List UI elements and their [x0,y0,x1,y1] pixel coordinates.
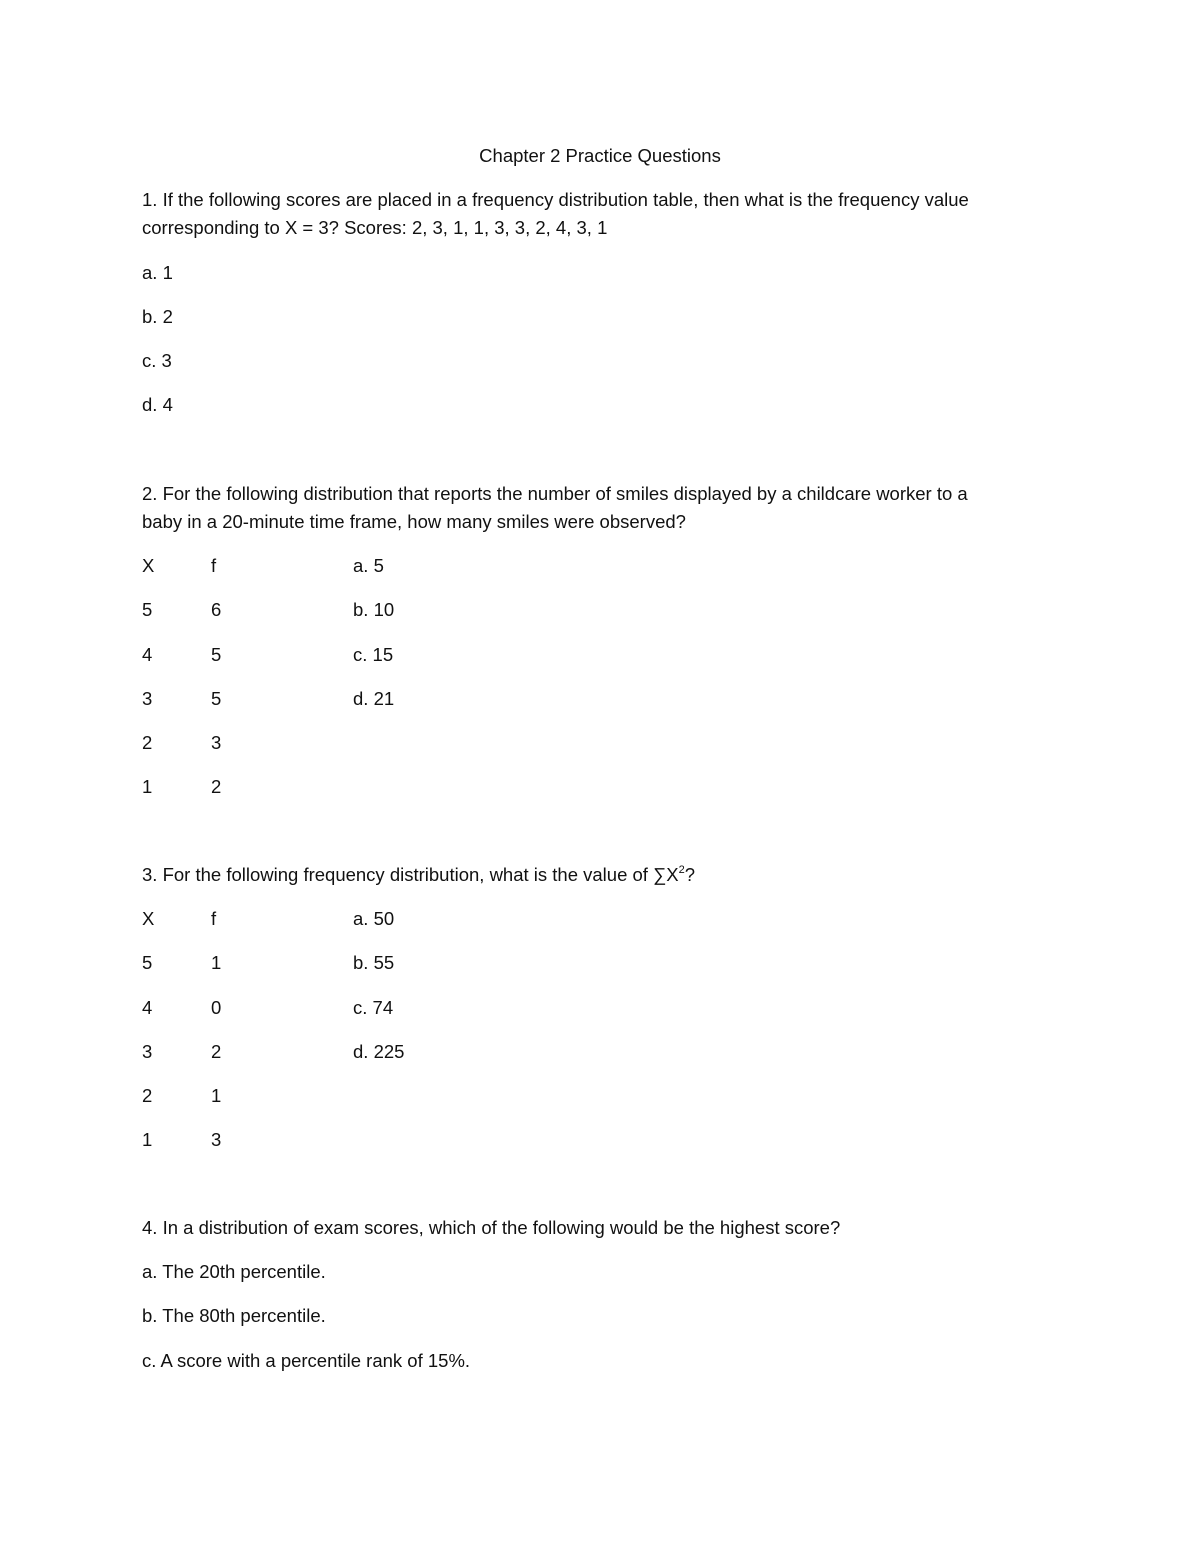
q3-text-end: ? [684,864,696,885]
q1-option-c: c. 3 [142,350,172,371]
q4-option-b: b. The 80th percentile. [142,1305,326,1326]
q2-row-f: 6 [211,599,222,620]
q3-row-x: 5 [142,952,153,973]
q3-text [142,861,695,889]
q2-row-x: 3 [142,688,153,709]
q2-option-b: b. 10 [353,599,395,620]
q3-header-f: f [211,908,217,929]
q3-row-f: 2 [211,1041,222,1062]
q3-row-f: 1 [211,952,222,973]
q2-header-x: X [142,555,155,576]
q2-text-line2: baby in a 20-minute time frame, how many smiles were observed? [142,511,686,532]
q2-row-x: 2 [142,732,153,753]
q3-text-main: 3. For the following frequency distribution, what is the value of ∑X [142,864,679,885]
q2-row-x: 1 [142,776,153,797]
q2-option-a: a. 5 [353,555,384,576]
q2-option-c: c. 15 [353,644,394,665]
q3-option-d: d. 225 [353,1041,405,1062]
q3-option-a: a. 50 [353,908,395,929]
q2-header-f: f [211,555,217,576]
q3-option-c: c. 74 [353,997,394,1018]
q2-row-x: 5 [142,599,153,620]
q1-option-b: b. 2 [142,306,173,327]
page-title: Chapter 2 Practice Questions [479,145,721,166]
q2-row-f: 5 [211,644,222,665]
q3-row-f: 1 [211,1085,222,1106]
q1-text-line2: corresponding to X = 3? Scores: 2, 3, 1, 1, 3, 3, 2, 4, 3, 1 [142,217,608,238]
q3-option-b: b. 55 [353,952,395,973]
q3-superscript: 2 [678,863,685,876]
q1-option-a: a. 1 [142,262,173,283]
q4-text: 4. In a distribution of exam scores, which of the following would be the highest score? [142,1217,841,1238]
q4-option-c: c. A score with a percentile rank of 15%. [142,1350,471,1371]
q3-header-x: X [142,908,155,929]
q2-row-x: 4 [142,644,153,665]
q2-row-f: 3 [211,732,222,753]
q3-row-x: 1 [142,1129,153,1150]
q3-row-f: 3 [211,1129,222,1150]
q1-text-line1: 1. If the following scores are placed in a frequency distribution table, then what is the frequency value [142,189,969,210]
q3-row-f: 0 [211,997,222,1018]
q2-option-d: d. 21 [353,688,395,709]
q2-row-f: 2 [211,776,222,797]
q3-row-x: 4 [142,997,153,1018]
q3-row-x: 2 [142,1085,153,1106]
q3-row-x: 3 [142,1041,153,1062]
q4-option-a: a. The 20th percentile. [142,1261,326,1282]
q1-option-d: d. 4 [142,394,173,415]
q2-row-f: 5 [211,688,222,709]
q2-text-line1: 2. For the following distribution that reports the number of smiles displayed by a childcare worker to a [142,483,968,504]
